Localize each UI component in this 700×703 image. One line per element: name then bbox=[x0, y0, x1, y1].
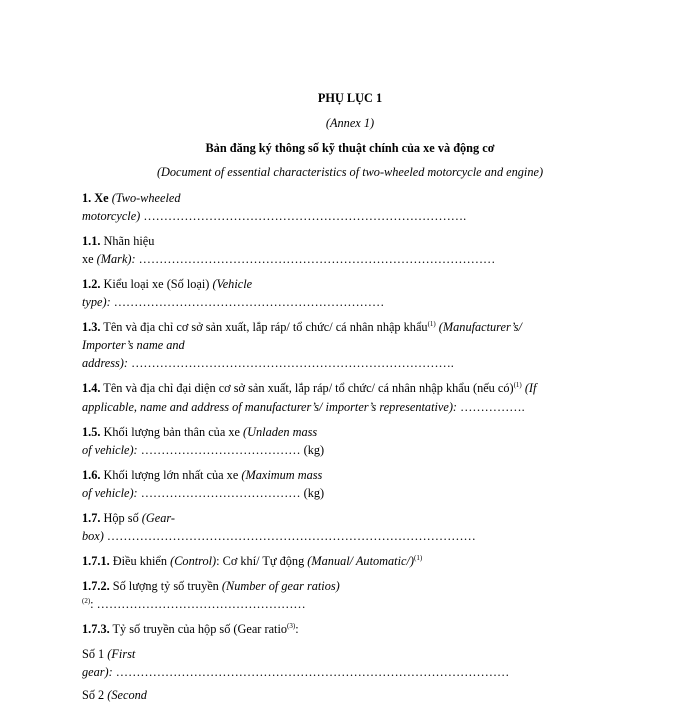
item-1-3-fill: ……………………………………………………………………. bbox=[128, 356, 454, 370]
item-1-7-1-line-1 bbox=[82, 554, 422, 569]
item-1-6-number: 1.6. bbox=[82, 468, 101, 482]
item-1-7-2-line-1 bbox=[82, 579, 340, 594]
item-1-3-en-cont-2: address): bbox=[82, 356, 128, 370]
item-1-5-en-cont: of vehicle): bbox=[82, 443, 138, 457]
item-1-4-en-cont: applicable, name and address of manufacturer’s/ importer’s representative): bbox=[82, 400, 458, 414]
item-1-5-en: (Unladen mass bbox=[239, 425, 318, 439]
item-1-7-label: Hộp số bbox=[100, 511, 139, 525]
item-1-3-en-cont: Importer’s name and bbox=[82, 338, 185, 352]
item-1-5-fill: ………………………………… bbox=[137, 443, 301, 457]
item-1-2-line-1 bbox=[82, 277, 252, 292]
item-1-4-number: 1.4. bbox=[82, 381, 101, 395]
item-1-7-2-en: (Number of gear ratios) bbox=[218, 579, 340, 593]
gear-1-line-1 bbox=[82, 647, 135, 662]
item-1-1-fill: …………………………………………………………………………… bbox=[135, 252, 496, 266]
item-1-7-3-line-1 bbox=[82, 622, 299, 637]
item-1-7-1-options-en: (Manual/ Automatic/) bbox=[304, 554, 414, 568]
item-1-line-1 bbox=[82, 191, 180, 206]
item-1-2-en-cont: type): bbox=[82, 295, 111, 309]
gear-1-fill: …………………………………………………………………………………… bbox=[112, 665, 510, 679]
item-1-7-3-colon: : bbox=[295, 622, 299, 636]
item-1-6-label: Khối lượng lớn nhất của xe bbox=[100, 468, 239, 482]
item-1-7-2-number: 1.7.2. bbox=[82, 579, 110, 593]
annex-title-en: (Annex 1) bbox=[325, 116, 375, 130]
item-1-5-line-1 bbox=[82, 425, 317, 440]
item-1-1-line-2 bbox=[82, 252, 495, 267]
item-1-7-line-1 bbox=[82, 511, 175, 526]
item-1-4-fill: ……………. bbox=[457, 400, 525, 414]
item-1-4-line-2 bbox=[82, 400, 525, 415]
annex-title: PHỤ LỤC 1 bbox=[317, 91, 383, 105]
item-1-5-unit: (kg) bbox=[300, 443, 325, 457]
gear-1-line-2 bbox=[82, 665, 509, 680]
item-1-6-fill: ………………………………… bbox=[137, 486, 301, 500]
item-1-7-3-label: Tỷ số truyền của hộp số (Gear ratio bbox=[109, 622, 288, 636]
item-1-7-en-cont: box) bbox=[82, 529, 104, 543]
item-1-5-line-2 bbox=[82, 443, 324, 458]
item-1-4-label: Tên và địa chỉ đại diện cơ sở sản xuất, lắp ráp/ tổ chức/ cá nhân nhập khẩu (nếu có) bbox=[100, 381, 514, 395]
item-1-1-label: Nhãn hiệu bbox=[100, 234, 155, 248]
item-1-1-label-cont: xe bbox=[82, 252, 94, 266]
item-1-7-line-2 bbox=[82, 529, 476, 544]
item-1-7-en: (Gear- bbox=[138, 511, 176, 525]
item-1-3-en: (Manufacturer’s/ bbox=[435, 320, 522, 334]
item-1-4-line-1 bbox=[82, 381, 536, 396]
item-1-3-line-3 bbox=[82, 356, 454, 371]
item-1-2-label: Kiểu loại xe (Số loại) bbox=[100, 277, 210, 291]
item-1-1-line-1 bbox=[82, 234, 154, 249]
gear-1-en-cont: gear): bbox=[82, 665, 113, 679]
item-1-7-2-label: Số lượng tỷ số truyền bbox=[109, 579, 219, 593]
item-1-7-1-number: 1.7.1. bbox=[82, 554, 110, 568]
item-1-4-en: (If bbox=[521, 381, 537, 395]
item-1-number: 1. Xe bbox=[82, 191, 109, 205]
item-1-7-2-footnote: (2) bbox=[82, 597, 91, 605]
item-1-5-label: Khối lượng bản thân của xe bbox=[100, 425, 240, 439]
item-1-6-line-2 bbox=[82, 486, 324, 501]
item-1-6-line-1 bbox=[82, 468, 322, 483]
item-1-4-footnote: (1) bbox=[513, 381, 522, 389]
item-1-3-label: Tên và địa chỉ cơ sở sản xuất, lắp ráp/ tổ chức/ cá nhân nhập khẩu bbox=[100, 320, 428, 334]
gear-1-label: Số 1 bbox=[82, 647, 105, 661]
item-1-en-cont: motorcycle) bbox=[82, 209, 141, 223]
item-1-7-2-fill: : …………………………………………… bbox=[90, 597, 306, 611]
document-subtitle: Bản đăng ký thông số kỹ thuật chính của xe và động cơ bbox=[205, 141, 495, 155]
item-1-fill: ……………………………………………………………………. bbox=[140, 209, 467, 223]
item-1-7-1-options: : Cơ khí/ Tự động bbox=[216, 554, 305, 568]
item-1-2-number: 1.2. bbox=[82, 277, 101, 291]
item-1-3-line-1 bbox=[82, 320, 522, 335]
item-1-6-en: (Maximum mass bbox=[238, 468, 323, 482]
item-1-6-unit: (kg) bbox=[300, 486, 325, 500]
item-1-5-number: 1.5. bbox=[82, 425, 101, 439]
item-1-7-fill: ……………………………………………………………………………… bbox=[103, 529, 476, 543]
item-1-3-line-2 bbox=[82, 338, 185, 353]
document-subtitle-en: (Document of essential characteristics of two-wheeled motorcycle and engine) bbox=[156, 165, 544, 179]
item-1-7-3-footnote: (3) bbox=[287, 622, 296, 630]
item-1-7-3-number: 1.7.3. bbox=[82, 622, 110, 636]
item-1-2-en: (Vehicle bbox=[209, 277, 253, 291]
item-1-7-1-footnote: (1) bbox=[413, 554, 423, 562]
item-1-2-line-2 bbox=[82, 295, 384, 310]
item-1-1-number: 1.1. bbox=[82, 234, 101, 248]
item-1-3-number: 1.3. bbox=[82, 320, 101, 334]
item-1-7-1-en: (Control) bbox=[167, 554, 217, 568]
gear-2-label: Số 2 bbox=[82, 688, 105, 702]
item-1-line-2 bbox=[82, 209, 466, 224]
item-1-1-en: (Mark): bbox=[93, 252, 136, 266]
item-1-2-fill: ………………………………………………………… bbox=[110, 295, 385, 309]
item-1-3-footnote: (1) bbox=[427, 320, 436, 328]
gear-1-en: (First bbox=[104, 647, 136, 661]
item-1-7-1-label: Điều khiển bbox=[109, 554, 168, 568]
item-1-7-number: 1.7. bbox=[82, 511, 101, 525]
gear-2-en: (Second bbox=[104, 688, 147, 702]
gear-2-line-1 bbox=[82, 688, 147, 703]
item-1-en: (Two-wheeled bbox=[108, 191, 181, 205]
item-1-6-en-cont: of vehicle): bbox=[82, 486, 138, 500]
item-1-7-2-line-2 bbox=[82, 597, 306, 612]
